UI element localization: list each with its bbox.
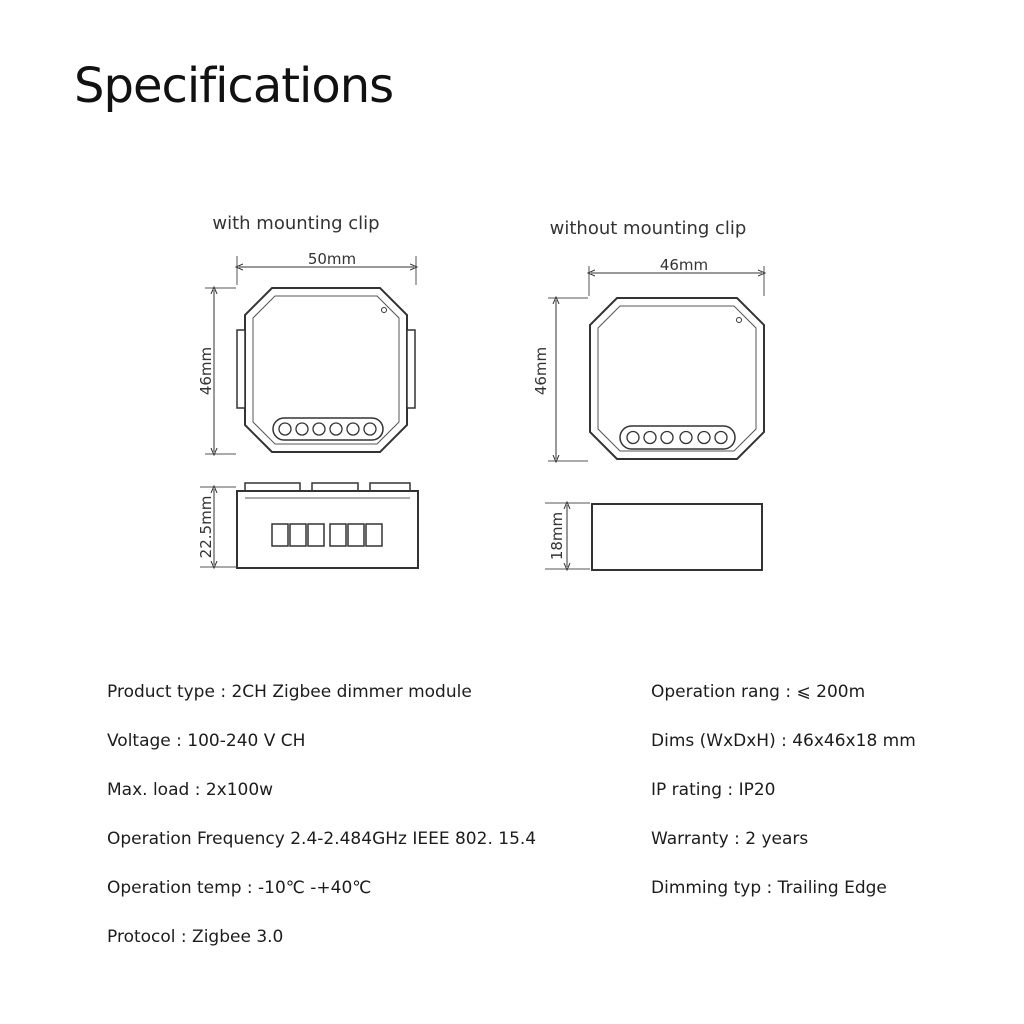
without-clip-depth-label: 18mm xyxy=(548,511,566,561)
spec-product-type: Product type : 2CH Zigbee dimmer module xyxy=(107,682,472,702)
spec-voltage: Voltage : 100-240 V CH xyxy=(107,731,306,751)
specs-right-column xyxy=(651,680,991,925)
with-clip-width-label: 50mm xyxy=(307,250,357,268)
without-clip-width-label: 46mm xyxy=(659,256,709,274)
spec-operation-frequency: Operation Frequency 2.4-2.484GHz IEEE 802. 15.4 xyxy=(107,829,537,849)
dimension-drawing xyxy=(0,190,1024,600)
page-title: Specifications xyxy=(74,58,394,114)
without-clip-height-label: 46mm xyxy=(532,346,550,396)
module-with-clip xyxy=(197,213,418,568)
spec-operation-temp: Operation temp : -10℃ -+40℃ xyxy=(107,878,372,898)
spec-operation-range: Operation rang : ⩽ 200m xyxy=(651,682,866,702)
without-clip-caption: without mounting clip xyxy=(549,218,747,239)
spec-warranty: Warranty : 2 years xyxy=(651,829,809,849)
module-without-clip xyxy=(532,218,764,570)
with-clip-depth-label: 22.5mm xyxy=(197,495,215,559)
spec-max-load: Max. load : 2x100w xyxy=(107,780,274,800)
spec-dims: Dims (WxDxH) : 46x46x18 mm xyxy=(651,731,916,751)
spec-protocol: Protocol : Zigbee 3.0 xyxy=(107,927,284,947)
spec-ip-rating: IP rating : IP20 xyxy=(651,780,776,800)
with-clip-height-label: 46mm xyxy=(197,346,215,396)
dimension-diagram xyxy=(0,190,1024,600)
with-clip-caption: with mounting clip xyxy=(212,213,380,234)
specs-left-column xyxy=(107,680,607,974)
spec-dimming-type: Dimming typ : Trailing Edge xyxy=(651,878,887,898)
